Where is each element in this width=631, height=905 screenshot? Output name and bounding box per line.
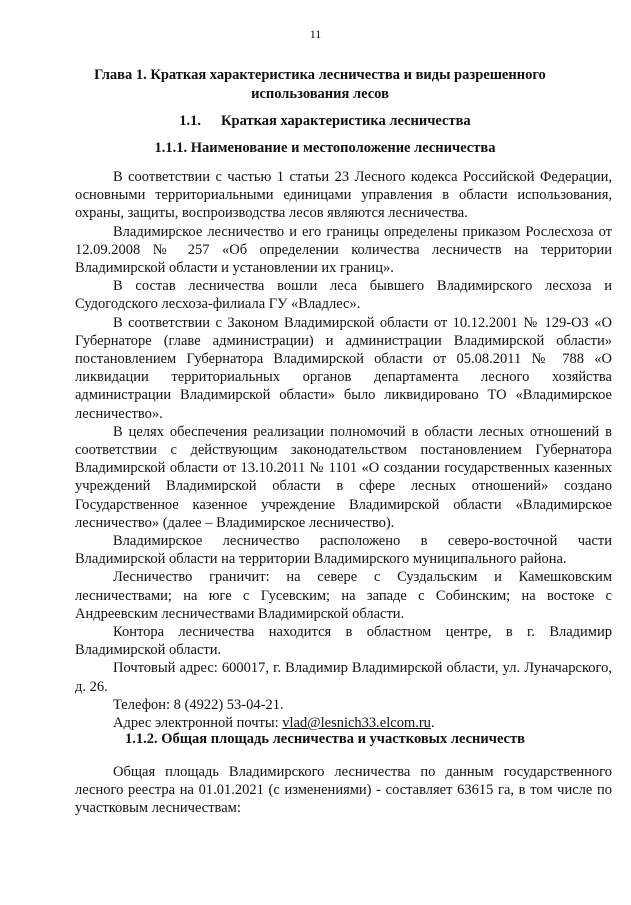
chapter-title: Глава 1. Краткая характеристика лесничества и виды разрешенного использования лесов [94,67,546,102]
paragraph: В целях обеспечения реализации полномочий в области лесных отношений в соответствии с действующим законодательством постановлением Губернатора Владимирской области от 13.10.2011 № 1101 «О создании государственных казенных учреждений Владимирской области в сфере лесных отношений» создано Государственное казенное учреждение Владимирской области «Владимирское лесничество» (далее – Владимирское лесничество). [75,423,612,531]
subsection-heading-2: 1.1.2. Общая площадь лесничества и участковых лесничеств [125,731,525,747]
section-number: 1.1. [179,113,202,129]
subsection-heading-1: 1.1.1. Наименование и местоположение лесничества [154,140,496,156]
section-heading [60,113,590,130]
paragraph: Владимирское лесничество расположено в северо-восточной части Владимирской области на территории Владимирского муниципального района. [75,533,612,568]
email-link[interactable]: vlad@lesnich33.elcom.ru [282,715,431,732]
paragraph: Телефон: 8 (4922) 53-04-21. [113,696,284,713]
page-number: 11 [309,27,322,41]
email-paragraph [75,714,612,732]
paragraph: В состав лесничества вошли леса бывшего Владимирского лесхоза и Судогодского лесхоза-филиала ГУ «Владлес». [75,278,612,313]
section-title: Краткая характеристика лесничества [221,113,471,129]
paragraph: Почтовый адрес: 600017, г. Владимир Владимирской области, ул. Луначарского, д. 26. [75,660,612,695]
body-text [75,168,612,732]
paragraph: Общая площадь Владимирского лесничества по данным государственного лесного реестра на 01.01.2021 (с изменениями) - составляет 63615 га, в том числе по участковым лесничествам: [75,764,612,817]
paragraph: В соответствии с Законом Владимирской области от 10.12.2001 № 129-ОЗ «О Губернаторе (главе администрации) и администрации Владимирской области» постановлением Губернатора Владимирской области от 05.08.2011 № 788 «О ликвидации территориальных органов департамента лесного хозяйства администрации Владимирской области» было ликвидировано ТО «Владимирское лесничество». [75,314,612,422]
area-text [75,763,612,818]
paragraph: Контора лесничества находится в областном центре, в г. Владимир Владимирской области. [75,624,612,659]
email-suffix: . [430,715,435,732]
paragraph: В соответствии с частью 1 статьи 23 Лесного кодекса Российской Федерации, основными территориальными единицами управления в области использования, охраны, защиты, воспроизводства лесов являются лесничества. [75,169,612,222]
paragraph: Владимирское лесничество и его границы определены приказом Рослесхоза от 12.09.2008 № 257 «Об определении количества лесничеств на территории Владимирской области и установлении их границ». [75,223,612,277]
paragraph: Лесничество граничит: на севере с Суздальским и Камешковским лесничествами; на юге с Гусевским; на западе с Собинским; на востоке с Андреевским лесничествами Владимирской области. [75,569,612,622]
email-label: Адрес электронной почты: [113,715,283,732]
